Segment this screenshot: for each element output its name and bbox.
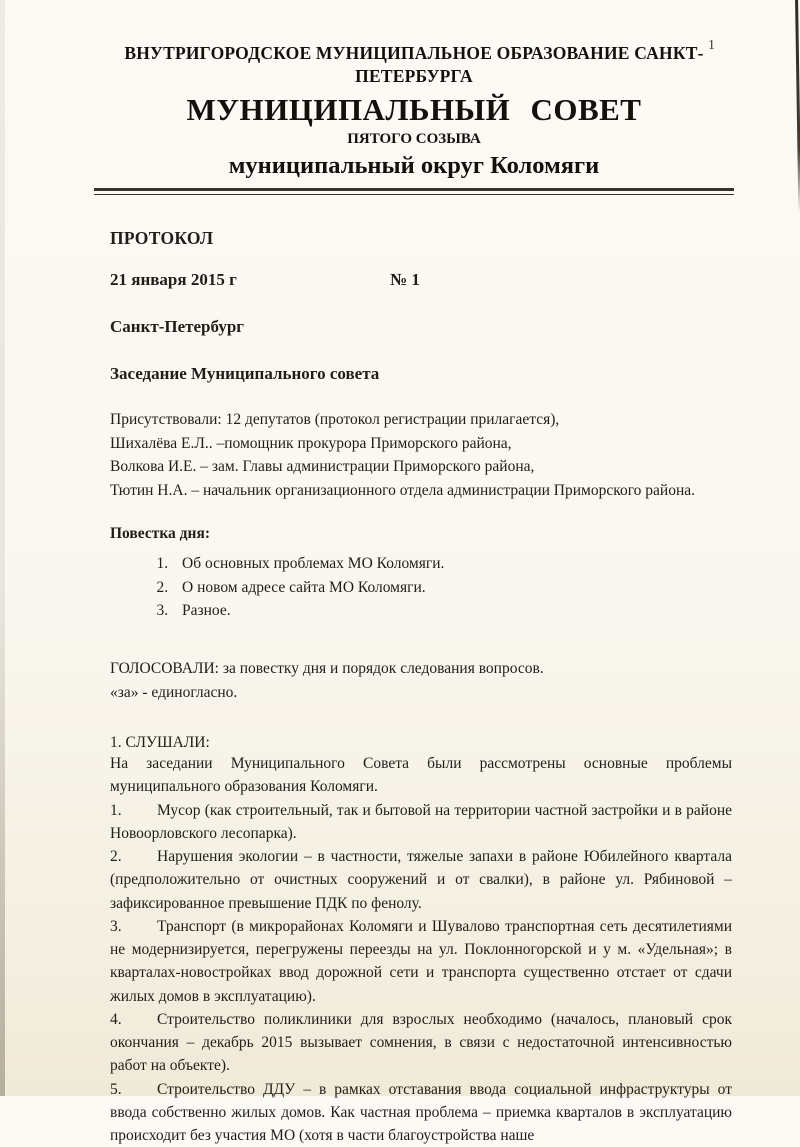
date-number-row xyxy=(110,270,732,290)
problem-number: 2. xyxy=(110,848,122,866)
attendees-line: Шихалёва Е.Л.. –помощник прокурора Приморского района, xyxy=(110,434,512,452)
section1-heading: 1. СЛУШАЛИ: xyxy=(110,734,210,752)
district-title: муниципальный округ Коломяги xyxy=(228,152,600,180)
voting-line: «за» - единогласно. xyxy=(110,684,238,702)
problem-text: Нарушения экологии – в частности, тяжелые запахи в районе Юбилейного квартала (предположительно от очистных сооружений и от свалки), в районе ул. Рябиновой – зафиксированное превышение ПДК по фенолу. xyxy=(110,848,732,912)
scan-right-edge-line xyxy=(795,0,800,214)
council-title: МУНИЦИПАЛЬНЫЙ СОВЕТ xyxy=(186,92,642,128)
voting-block xyxy=(110,657,732,705)
convocation-subtitle: ПЯТОГО СОЗЫВА xyxy=(347,131,481,148)
section1-intro: На заседании Муниципального Совета были рассмотрены основные проблемы муниципального образования Коломяги. xyxy=(110,755,732,796)
voting-line: ГОЛОСОВАЛИ: за повестку дня и порядок следования вопросов. xyxy=(110,660,544,678)
problem-number: 1. xyxy=(110,801,122,819)
org-name-line1: ВНУТРИГОРОДСКОЕ МУНИЦИПАЛЬНОЕ ОБРАЗОВАНИЕ САНКТ- xyxy=(124,43,704,63)
problem-number: 5. xyxy=(110,1080,122,1098)
document-number: № 1 xyxy=(390,270,420,290)
problem-text: Строительство поликлиники для взрослых необходимо (началось, плановый срок окончания – декабрь 2015 вызывает сомнения, в связи с недостаточной интенсивностью работ на объекте). xyxy=(110,1010,732,1075)
header-divider-rule xyxy=(94,188,734,195)
problem-item xyxy=(110,799,732,846)
session-title: Заседание Муниципального совета xyxy=(110,364,380,384)
org-name-line2: ПЕТЕРБУРГА xyxy=(355,66,473,87)
agenda-list xyxy=(110,552,732,623)
problem-number: 4. xyxy=(110,1010,122,1028)
page-number: 1 xyxy=(708,38,715,53)
problem-number: 3. xyxy=(110,917,122,935)
problem-item xyxy=(110,915,732,1008)
problem-item xyxy=(110,845,732,915)
attendees-block xyxy=(110,408,732,502)
problem-item xyxy=(110,1078,732,1147)
agenda-item: 1. Об основных проблемах МО Коломяги. xyxy=(172,552,732,576)
document-header xyxy=(94,42,734,180)
attendees-line: Волкова И.Е. – зам. Главы администрации Приморского района, xyxy=(110,458,535,476)
agenda-heading: Повестка дня: xyxy=(110,525,210,543)
problem-item xyxy=(110,1008,732,1078)
document-type-label: ПРОТОКОЛ xyxy=(110,228,214,249)
document-date: 21 января 2015 г xyxy=(110,270,237,290)
city-label: Санкт-Петербург xyxy=(110,317,245,337)
scan-left-edge-shadow xyxy=(0,0,5,1096)
problem-text: Транспорт (в микрорайонах Коломяги и Шувалово транспортная сеть десятилетиями не модернизируется, перегружены переезды на ул. Поклонногорской и у м. «Удельная»; в кварталах-новостройках ввод дорожной сети и транспорта существенно отстает от сдачи жилых домов в эксплуатацию). xyxy=(110,917,732,1005)
problem-text: Строительство ДДУ – в рамках отставания ввода социальной инфраструктуры от ввода собственно жилых домов. Как частная проблема – приемка кварталов в эксплуатацию происходит без участия МО (хотя в части благоустройства наше xyxy=(110,1080,732,1145)
attendees-line: Присутствовали: 12 депутатов (протокол регистрации прилагается), xyxy=(110,411,560,429)
attendees-line: Тютин Н.А. – начальник организационного отдела администрации Приморского района. xyxy=(110,481,696,499)
agenda-item: 2. О новом адресе сайта МО Коломяги. xyxy=(172,576,732,600)
agenda-item: 3. Разное. xyxy=(172,599,732,623)
problem-text: Мусор (как строительный, так и бытовой на территории частной застройки и в районе Новоорловского лесопарка). xyxy=(110,801,732,842)
